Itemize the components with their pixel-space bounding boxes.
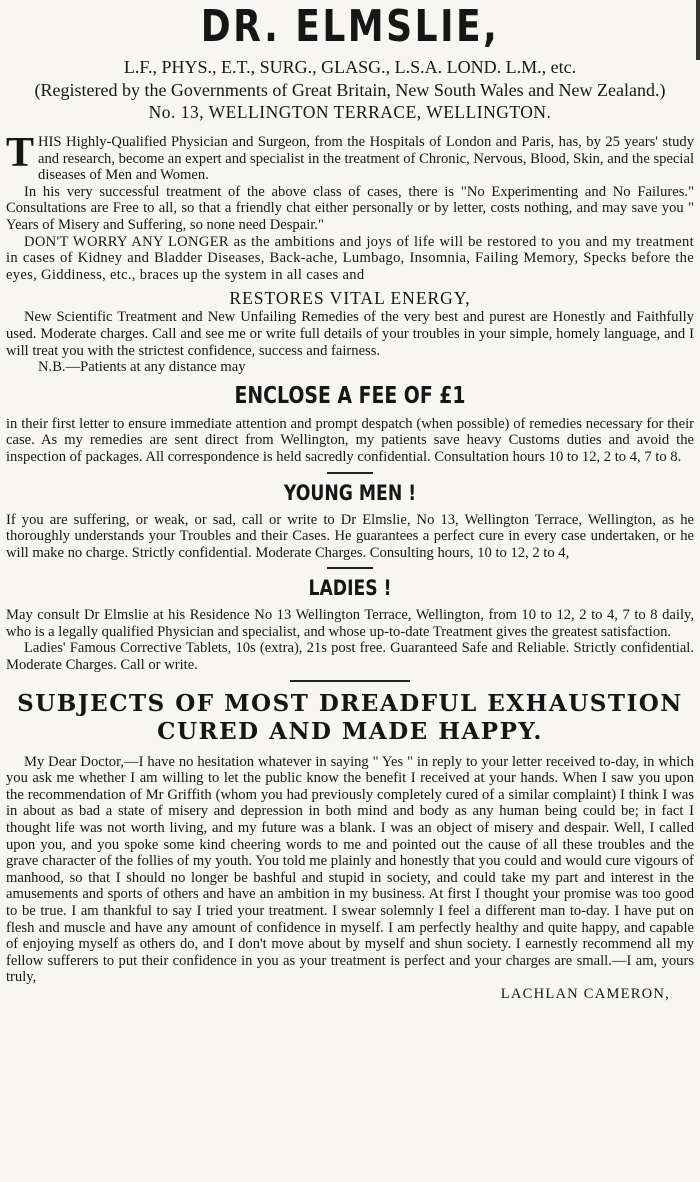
page-title: DR. ELMSLIE, <box>200 1 500 52</box>
testimonial-section <box>6 690 694 1003</box>
restores-paragraph: New Scientific Treatment and New Unfailing Remedies of the very best and purest are Honestly and Faithfully used. Moderate charges. Call and see me or write full details of your troubles in your simple, homely language, and I will treat you with the strictest confidence, success and fairness. <box>6 309 694 359</box>
divider <box>327 567 373 569</box>
fee-paragraph: in their first letter to ensure immediate attention and prompt despatch (when possible) of remedies necessary for their case. As my remedies are sent direct from Wellington, my patients save heavy Customs duties and avoid the inspection of packages. All correspondence is held sacredly confidential. Consultation hours 10 to 12, 2 to 4, 7 to 8. <box>6 415 694 465</box>
fee-section <box>6 382 694 466</box>
signature: LACHLAN CAMERON, <box>500 985 670 1002</box>
restores-section <box>6 287 694 375</box>
testimonial-heading-line1: SUBJECTS OF MOST DREADFUL EXHAUSTION <box>17 689 683 717</box>
young-men-paragraph: If you are suffering, or weak, or sad, call or write to Dr Elmslie, No 13, Wellington Terrace, Wellington, as he thoroughly understands your Troubles and their Cases. He guarantees a perfect cure in every case undertaken, or he will make no charge. Strictly confidential. Moderate Charges. Consulting hours, 10 to 12, 2 to 4, <box>6 511 694 561</box>
young-men-section <box>6 480 694 562</box>
ladies-paragraph-2: Ladies' Famous Corrective Tablets, 10s (extra), 21s post free. Guaranteed Safe and Reliable. Strictly confidential. Moderate Charges. Call or write. <box>6 640 694 674</box>
restores-heading: RESTORES VITAL ENERGY, <box>229 288 471 309</box>
column-rule <box>696 0 700 60</box>
ladies-heading: LADIES ! <box>308 576 392 601</box>
intro-paragraph: THIS Highly-Qualified Physician and Surgeon, from the Hospitals of London and Paris, has, by 25 years' study and research, become an expert and specialist in the treatment of Chronic, Nervous, Blood, Skin, and the special diseases of Men and Women. <box>6 130 694 184</box>
nb-note: N.B.—Patients at any distance may <box>38 359 246 376</box>
ladies-section <box>6 575 694 673</box>
divider <box>327 472 373 474</box>
testimonial-letter: My Dear Doctor,—I have no hesitation whatever in saying " Yes " in reply to your letter received to-day, in which you ask me whether I am willing to let the public know the benefit I received at your hands. When I saw you upon the recommendation of Mr Griffith (whom you had previously completely cured of a similar complaint) I think I was in about as bad a state of misery and depression in both mind and body as any human being could be; in fact I thought life was not worth living, and my future was a blank. I was an object of misery and despair. Well, I called upon you, and you spoke some kind cheering words to me and pointed out the cause of all these troubles and the grave character of the follies of my youth. You told me plainly and honestly that you could and would cure vigours of manhood, so that I should no longer be bashful and stupid in society, and could take my part and interest in the amusements and sports of others and have an ambition in my business. At first I thought your promise was too good to be true. I am thankful to say I tried your treatment. I swear solemnly I feel a different man to-day. I have put on flesh and muscle and have any amount of confidence in myself. I am perfectly healthy and quite happy, and capable of enjoying myself as others do, and I don't move about by myself and shun society. I earnestly recommend all my fellow sufferers to put their confidence in you as your treatment is perfect and your charges are small.—I am, yours truly, <box>6 753 694 986</box>
fee-heading: ENCLOSE A FEE OF £1 <box>234 382 466 409</box>
intro-paragraph-2: In his very successful treatment of the above class of cases, there is "No Experimenting and No Failures." Consultations are Free to all, so that a friendly chat either personally or by letter, costs nothing, and may save you " Years of Misery and Suffering, so none need Despair." <box>6 183 694 233</box>
ladies-paragraph: May consult Dr Elmslie at his Residence No 13 Wellington Terrace, Wellington, from 10 to 12, 2 to 4, 7 to 8 daily, who is a legally qualified Physician and specialist, and whose up-to-date Treatment gives the greatest satisfaction. <box>6 607 694 640</box>
credentials: L.F., PHYS., E.T., SURG., GLASG., L.S.A. LOND. L.M., etc. <box>123 57 577 77</box>
intro-paragraph-3: DON'T WORRY ANY LONGER as the ambitions and joys of life will be restored to you and my treatment in cases of Kidney and Bladder Diseases, Back-ache, Lumbago, Insomnia, Failing Memory, Specks before the eyes, Giddiness, etc., braces up the system in all cases and <box>6 233 694 283</box>
registration-note: (Registered by the Governments of Great Britain, New South Wales and New Zealand.) <box>34 80 666 100</box>
young-men-heading: YOUNG MEN ! <box>283 480 417 505</box>
address: No. 13, WELLINGTON TERRACE, WELLINGTON. <box>148 102 552 122</box>
header <box>6 0 694 122</box>
divider-long <box>290 680 410 682</box>
drop-cap: T <box>6 130 35 176</box>
intro-section <box>6 130 694 283</box>
testimonial-heading-line2: CURED AND MADE HAPPY. <box>157 717 543 745</box>
